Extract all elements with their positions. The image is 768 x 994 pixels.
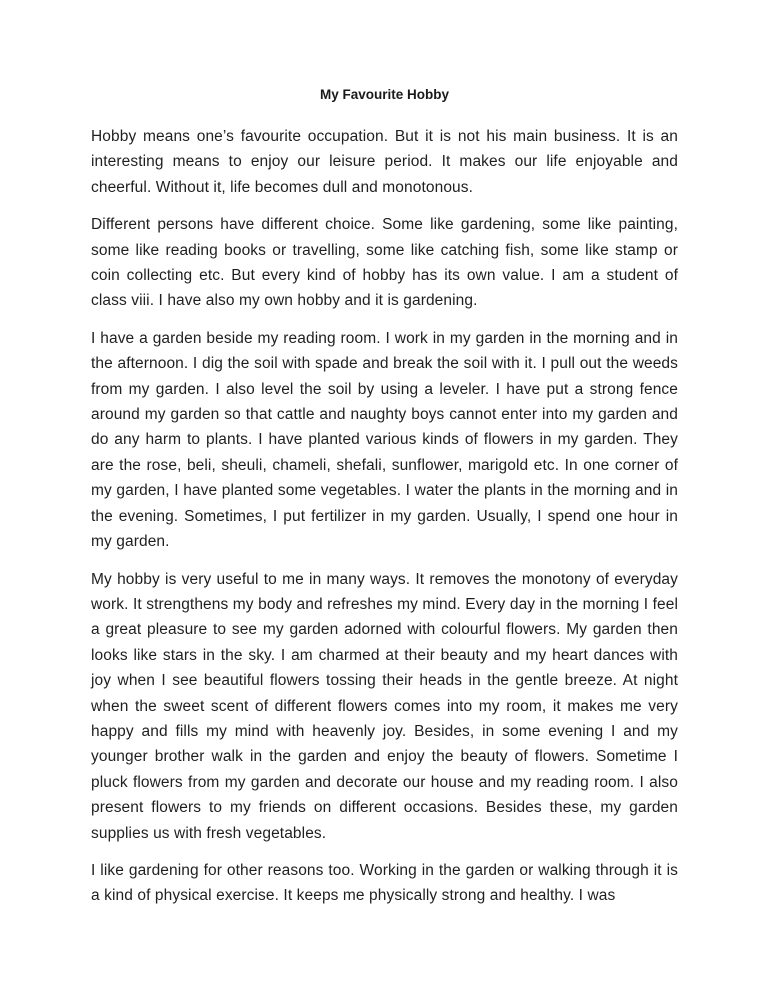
document-body: [91, 124, 678, 909]
paragraph-2: Different persons have different choice. Some like gardening, some like painting, some like reading books or travelling, some like catching fish, some like stamp or coin collecting etc. But every kind of hobby has its own value. I am a student of class viii. I have also my own hobby and it is gardening.: [91, 216, 678, 310]
paragraph-3: I have a garden beside my reading room. I work in my garden in the morning and in the afternoon. I dig the soil with spade and break the soil with it. I pull out the weeds from my garden. I also level the soil by using a leveler. I have put a strong fence around my garden so that cattle and naughty boys cannot enter into my garden and do any harm to plants. I have planted various kinds of flowers in my garden. They are the rose, beli, sheuli, chameli, shefali, sunflower, marigold etc. In one corner of my garden, I have planted some vegetables. I water the plants in the morning and in the evening. Sometimes, I put fertilizer in my garden. Usually, I spend one hour in my garden.: [91, 329, 678, 551]
document-title: My Favourite Hobby: [319, 87, 449, 102]
paragraph-4: My hobby is very useful to me in many ways. It removes the monotony of everyday work. It strengthens my body and refreshes my mind. Every day in the morning I feel a great pleasure to see my garden adorned with colourful flowers. My garden then looks like stars in the sky. I am charmed at their beauty and my heart dances with joy when I see beautiful flowers tossing their heads in the gentle breeze. At night when the sweet scent of different flowers comes into my room, it makes me very happy and fills my mind with heavenly joy. Besides, in some evening I and my younger brother walk in the garden and enjoy the beauty of flowers. Sometime I pluck flowers from my garden and decorate our house and my reading room. I also present flowers to my friends on different occasions. Besides these, my garden supplies us with fresh vegetables.: [91, 570, 678, 842]
paragraph-5: I like gardening for other reasons too. Working in the garden or walking through it is a kind of physical exercise. It keeps me physically strong and healthy. I was: [91, 861, 678, 905]
paragraph-1: Hobby means one’s favourite occupation. But it is not his main business. It is an interesting means to enjoy our leisure period. It makes our life enjoyable and cheerful. Without it, life becomes dull and monotonous.: [91, 128, 678, 196]
